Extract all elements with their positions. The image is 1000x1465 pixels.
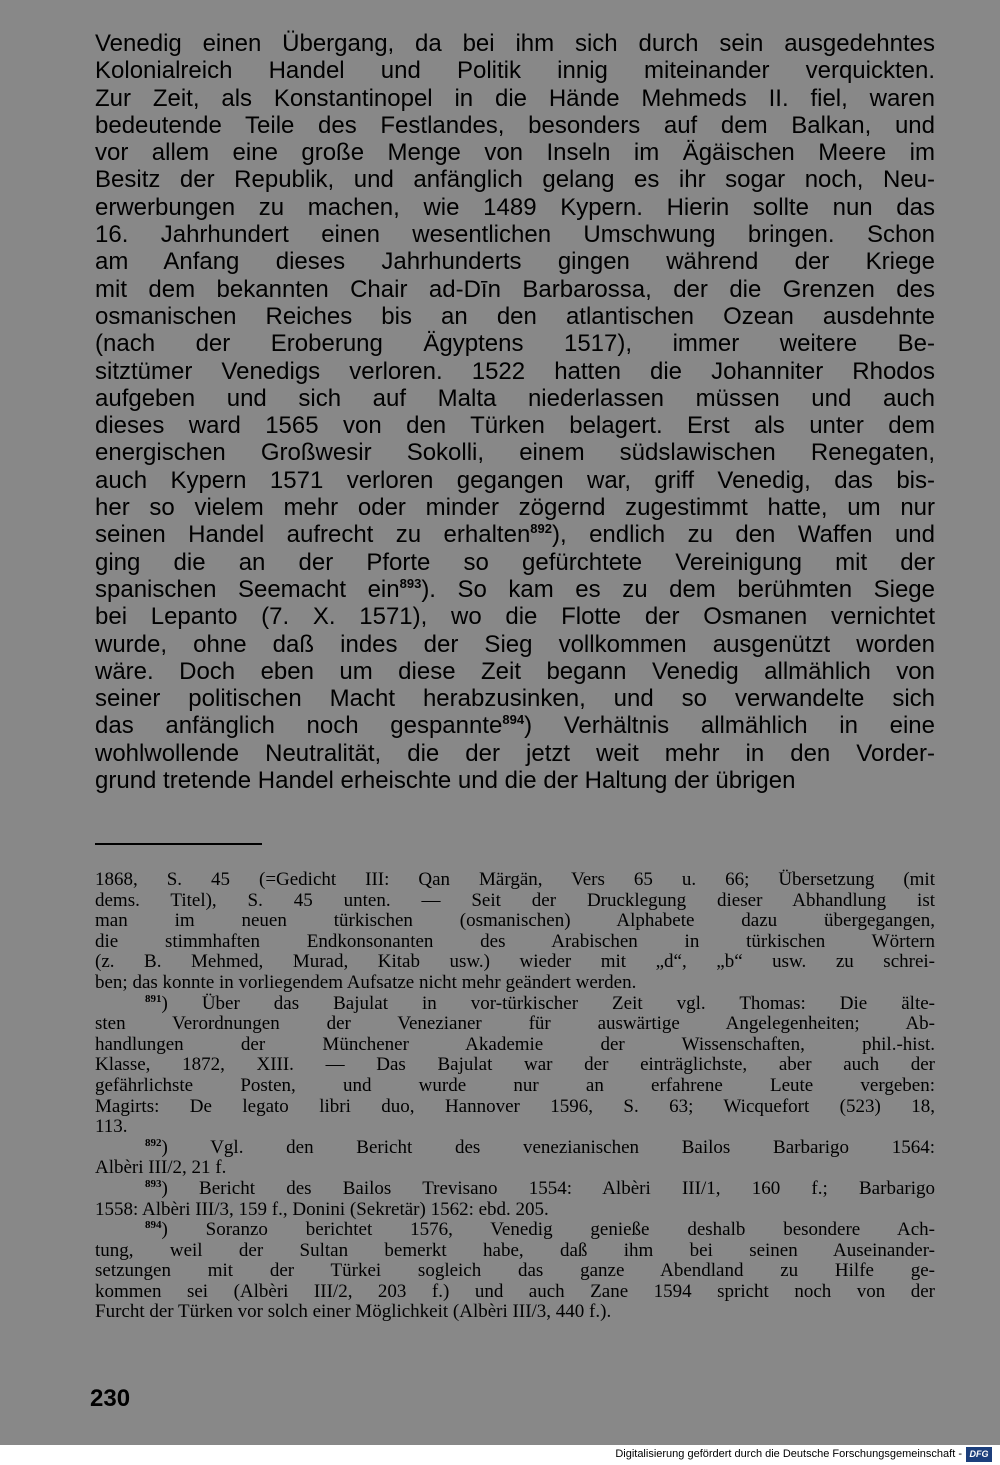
text-line: ging die an der Pforte so gefürchtete Vereinigung mit der bbox=[95, 548, 935, 576]
footnote-line: 113. bbox=[95, 1116, 128, 1138]
footnote-line: Magirts: De legato libri duo, Hannover 1596, S. 63; Wicquefort (523) 18, bbox=[95, 1095, 935, 1117]
footnote-line: dems. Titel), S. 45 unten. — Seit der Drucklegung dieser Abhandlung ist bbox=[95, 889, 935, 911]
footnote-text: ) Soranzo berichtet 1576, Venedig genieße deshalb besondere Ach- bbox=[161, 1219, 935, 1241]
main-text-body bbox=[95, 30, 935, 794]
text-line: am Anfang dieses Jahrhunderts gingen während der Kriege bbox=[95, 248, 935, 276]
text-line: erwerbungen zu machen, wie 1489 Kypern. Hierin sollte nun das bbox=[95, 193, 935, 221]
footnote-891-first-line bbox=[95, 994, 935, 1015]
text-line: bedeutende Teile des Festlandes, besonders auf dem Balkan, und bbox=[95, 111, 935, 139]
footnote-ref-892: 892 bbox=[530, 521, 552, 537]
text-line: Venedig einen Übergang, da bei ihm sich durch sein ausgedehntes bbox=[95, 30, 935, 57]
footnote-line: man im neuen türkischen (osmanischen) Alphabete dazu übergegangen, bbox=[95, 910, 935, 932]
footnote-893-first-line bbox=[95, 1179, 935, 1200]
text-line: sitztümer Venedigs verloren. 1522 hatten die Johanniter Rhodos bbox=[95, 357, 935, 385]
text-line: energischen Großwesir Sokolli, einem südslawischen Renegaten, bbox=[95, 439, 935, 467]
footnote-ref-893: 893 bbox=[399, 575, 422, 591]
footnote-894-first-line bbox=[95, 1220, 935, 1241]
footnote-line: 1868, S. 45 (=Gedicht III: Qan Märgän, Vers 65 u. 66; Übersetzung (mit bbox=[95, 869, 935, 890]
footnote-line: Furcht der Türken vor solch einer Möglichkeit (Albèri III/3, 440 f.). bbox=[95, 1301, 612, 1323]
footnote-text: ) Vgl. den Bericht des venezianischen Bailos Barbarigo 1564: bbox=[161, 1136, 935, 1158]
text-line-with-footnote-ref bbox=[95, 576, 935, 603]
text-line-with-footnote-ref bbox=[95, 521, 935, 548]
text-line: grund tretende Handel erheischte und die der Haltung der übrigen bbox=[95, 767, 796, 795]
text-segment: seinen Handel aufrecht zu erhalten bbox=[95, 521, 531, 549]
text-line: wäre. Doch eben um diese Zeit begann Venedig allmählich von bbox=[95, 657, 935, 685]
footnote-ref-894: 894 bbox=[502, 712, 525, 728]
text-line-with-footnote-ref bbox=[95, 712, 935, 739]
footnote-separator bbox=[95, 843, 262, 845]
text-line: (nach der Eroberung Ägyptens 1517), immer weitere Be- bbox=[95, 330, 935, 358]
footnote-line: (z. B. Mehmed, Murad, Kitab usw.) wieder mit „d“, „b“ usw. zu schrei- bbox=[95, 951, 935, 973]
text-line: wohlwollende Neutralität, die der jetzt weit mehr in den Vorder- bbox=[95, 739, 935, 767]
page-number: 230 bbox=[90, 1385, 131, 1412]
footnote-line: sten Verordnungen der Venezianer für auswärtige Angelegenheiten; Ab- bbox=[95, 1013, 935, 1035]
dfg-logo: DFG bbox=[966, 1447, 992, 1462]
footnote-892-first-line bbox=[95, 1138, 935, 1159]
text-segment: ), endlich zu den Waffen und bbox=[552, 521, 935, 549]
footnote-text: ) Bericht des Bailos Trevisano 1554: Albèri III/1, 160 f.; Barbarigo bbox=[161, 1177, 935, 1199]
footnote-line: tung, weil der Sultan bemerkt habe, daß ihm bei seinen Auseinander- bbox=[95, 1239, 935, 1261]
text-line: bei Lepanto (7. X. 1571), wo die Flotte der Osmanen vernichtet bbox=[95, 603, 935, 631]
text-segment: spanischen Seemacht ein bbox=[95, 575, 400, 603]
footnote-number: 894 bbox=[145, 1219, 162, 1232]
text-line: osmanischen Reiches bis an den atlantischen Ozean ausdehnte bbox=[95, 302, 935, 330]
text-line: seiner politischen Macht herabzusinken, und so verwandelte sich bbox=[95, 685, 935, 713]
text-line: vor allem eine große Menge von Inseln im Ägäischen Meere im bbox=[95, 139, 935, 167]
text-line: her so vielem mehr oder minder zögernd zugestimmt hatte, um nur bbox=[95, 494, 935, 522]
footnote-line: kommen sei (Albèri III/2, 203 f.) und auch Zane 1594 spricht noch von der bbox=[95, 1280, 935, 1302]
footnote-line: Albèri III/2, 21 f. bbox=[95, 1157, 227, 1179]
footnote-number: 891 bbox=[145, 992, 162, 1005]
text-segment: ). So kam es zu dem berühmten Siege bbox=[421, 575, 935, 603]
text-line: 16. Jahrhundert einen wesentlichen Umschwung bringen. Schon bbox=[95, 221, 935, 249]
text-line: auch Kypern 1571 verloren gegangen war, griff Venedig, das bis- bbox=[95, 466, 935, 494]
text-line: mit dem bekannten Chair ad-Dīn Barbarossa, der die Grenzen des bbox=[95, 275, 935, 303]
footnote-line: setzungen mit der Türkei sogleich das ganze Abendland zu Hilfe ge- bbox=[95, 1260, 935, 1282]
text-segment: ) Verhältnis allmählich in eine bbox=[524, 712, 936, 740]
text-line: wurde, ohne daß indes der Sieg vollkommen ausgenützt worden bbox=[95, 630, 935, 658]
text-segment: das anfänglich noch gespannte bbox=[95, 712, 503, 740]
footnote-line: Klasse, 1872, XIII. — Das Bajulat war der einträglichste, aber auch der bbox=[95, 1054, 935, 1076]
footnote-line: 1558: Albèri III/3, 159 f., Donini (Sekretär) 1562: ebd. 205. bbox=[95, 1198, 549, 1220]
footnote-line: handlungen der Münchener Akademie der Wissenschaften, phil.-hist. bbox=[95, 1033, 935, 1055]
footnote-line: gefährlichste Posten, und wurde nur an erfahrene Leute vergeben: bbox=[95, 1074, 935, 1096]
footnote-number: 893 bbox=[145, 1177, 162, 1190]
footer-bar bbox=[0, 1445, 1000, 1465]
text-line: Besitz der Republik, und anfänglich gelang es ihr sogar noch, Neu- bbox=[95, 166, 935, 194]
text-line: dieses ward 1565 von den Türken belagert. Erst als unter dem bbox=[95, 412, 935, 440]
text-line: Zur Zeit, als Konstantinopel in die Hände Mehmeds II. fiel, waren bbox=[95, 84, 935, 112]
footer-credit: Digitalisierung gefördert durch die Deutsche Forschungsgemeinschaft - bbox=[615, 1448, 962, 1460]
footnote-text: ) Über das Bajulat in vor-türkischer Zeit vgl. Thomas: Die älte- bbox=[161, 992, 935, 1014]
footnote-line: die stimmhaften Endkonsonanten des Arabischen in türkischen Wörtern bbox=[95, 930, 935, 952]
text-line: aufgeben und sich auf Malta niederlassen müssen und auch bbox=[95, 384, 935, 412]
footnote-line: ben; das konnte in vorliegendem Aufsatze nicht mehr geändert werden. bbox=[95, 971, 637, 993]
footnotes bbox=[95, 870, 935, 1323]
footnote-number: 892 bbox=[145, 1136, 162, 1149]
text-line: Kolonialreich Handel und Politik innig miteinander verquickten. bbox=[95, 57, 935, 85]
